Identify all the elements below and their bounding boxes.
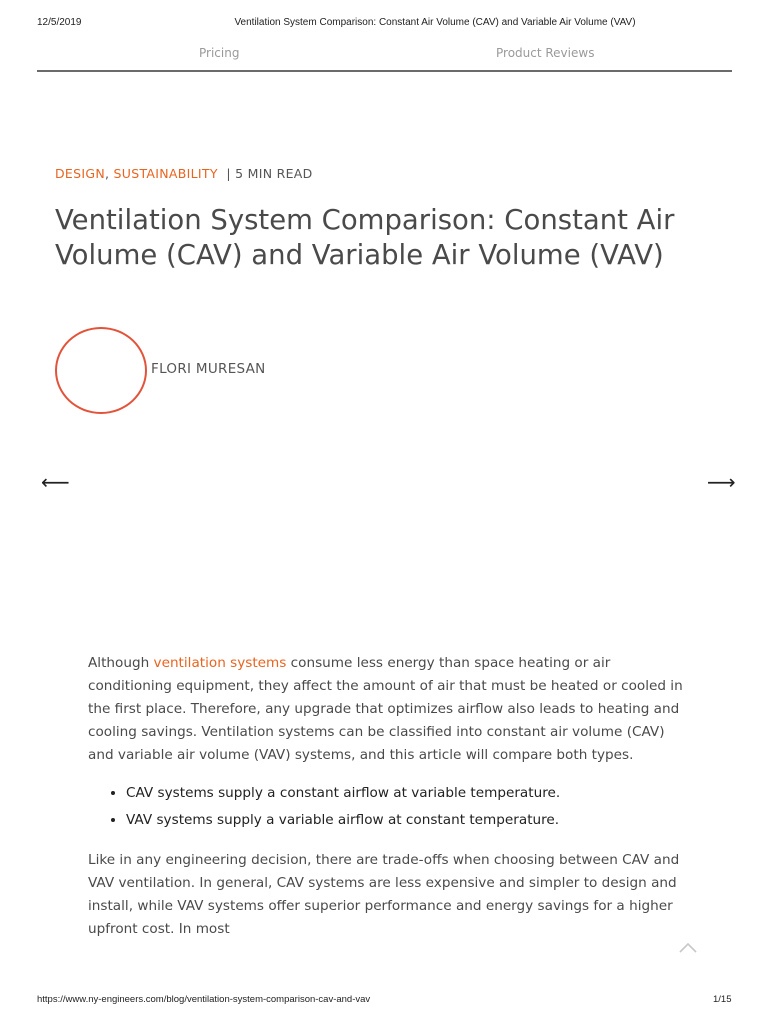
print-page-title: Ventilation System Comparison: Constant Air Volume (CAV) and Variable Air Volume (VAV) [234,17,636,28]
read-time: | 5 MIN READ [226,166,313,181]
carousel-prev-button[interactable] [41,472,70,492]
nav-pricing-link[interactable]: Pricing [199,46,240,60]
article-meta [55,166,313,181]
category-design-link[interactable]: DESIGN [55,166,105,181]
nav-product-reviews-link[interactable]: Product Reviews [496,46,595,60]
intro-text: consume less energy than space heating or air conditioning equipment, they affect the amount of air that must be heated or cooled in the first place. Therefore, any upgrade that optimizes airflow also leads to heating and cooling savings. Ventilation systems can be classified into constant air volume (CAV) and variable air volume (VAV) systems, and this article will compare both types. [88,655,683,763]
arrow-left-icon: ⟵ [41,470,70,494]
print-date: 12/5/2019 [37,17,82,28]
author-name[interactable]: FLORI MURESAN [151,361,266,377]
article-body [88,652,688,941]
summary-list [88,782,688,831]
ventilation-systems-link[interactable]: ventilation systems [153,655,287,671]
list-item: • CAV systems supply a constant airflow at variable temperature. [126,782,688,804]
print-page-number: 1/15 [713,994,732,1005]
intro-paragraph [88,652,688,767]
intro-prefix: Although [88,655,154,671]
category-sustainability-link[interactable]: SUSTAINABILITY [113,166,218,181]
print-url: https://www.ny-engineers.com/blog/ventilation-system-comparison-cav-and-vav [37,994,371,1005]
author-avatar [55,327,147,414]
arrow-right-icon: ⟶ [707,470,736,494]
scroll-to-top-button[interactable] [678,940,698,956]
carousel-next-button[interactable] [707,472,736,492]
chevron-up-icon [678,940,698,956]
paragraph-2: Like in any engineering decision, there are trade-offs when choosing between CAV and VAV ventilation. In general, CAV systems are less expensive and simpler to design and install, while VAV systems offer superior performance and energy savings for a higher upfront cost. In most [88,852,680,937]
list-item: • VAV systems supply a variable airflow at constant temperature. [126,809,688,831]
article-title: Ventilation System Comparison: Constant Air Volume (CAV) and Variable Air Volume (VAV) [55,204,675,271]
top-nav [37,38,732,72]
category-separator: , [104,166,110,181]
